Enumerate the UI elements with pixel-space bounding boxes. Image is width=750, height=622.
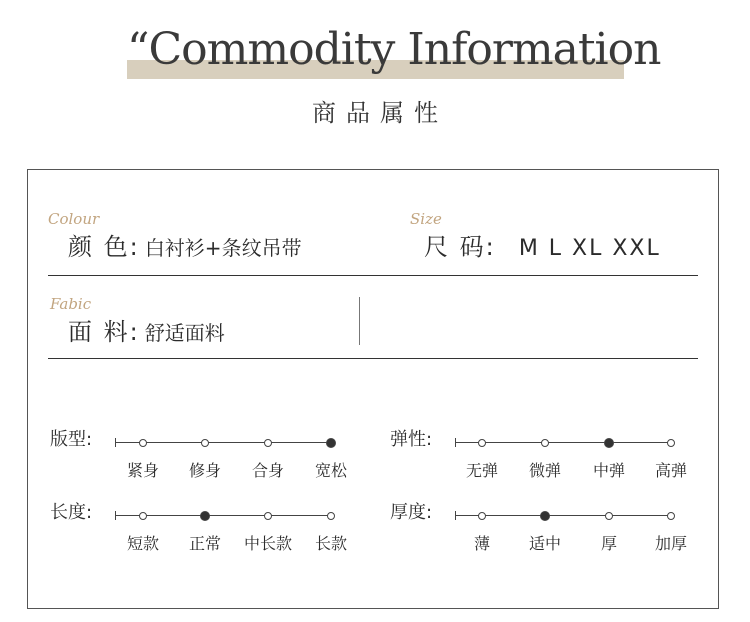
colour-script-label: Colour (48, 210, 100, 228)
elastic-scale-track (455, 442, 673, 443)
elastic-scale-option: 中弹 (592, 461, 625, 480)
fit-scale-option: 紧身 (126, 461, 159, 480)
length-scale-option: 短款 (126, 534, 159, 553)
fabric-script-label: Fabic (50, 295, 92, 313)
color-value: 白衬衫+条纹吊带 (144, 236, 302, 260)
elastic-scale-dot (478, 439, 486, 447)
length-scale-dot (139, 512, 147, 520)
size-label: 尺 码: (424, 233, 496, 261)
color-label: 颜 色: (68, 233, 140, 261)
elastic-scale-dot (667, 439, 675, 447)
thickness-scale-label: 厚度: (390, 502, 433, 523)
length-scale-dot (327, 512, 335, 520)
elastic-scale-option: 无弹 (465, 461, 498, 480)
page-title-chinese: 商品属性 (312, 99, 448, 127)
thickness-scale-option: 加厚 (654, 534, 687, 553)
elastic-scale-dot-selected (604, 438, 614, 448)
fit-scale-dot (264, 439, 272, 447)
length-scale-track (115, 515, 333, 516)
elastic-scale-label: 弹性: (390, 429, 433, 450)
page-title-english: “Commodity Information (127, 24, 661, 75)
thickness-scale-track (455, 515, 673, 516)
fit-scale-label: 版型: (50, 429, 93, 450)
thickness-scale-dot (478, 512, 486, 520)
thickness-scale-option: 厚 (600, 534, 617, 553)
fit-scale-dot-selected (326, 438, 336, 448)
length-scale-option: 正常 (188, 534, 221, 553)
elastic-scale-option: 高弹 (654, 461, 687, 480)
length-scale-option: 中长款 (243, 534, 292, 553)
fit-scale-dot (201, 439, 209, 447)
fabric-value: 舒适面料 (144, 321, 225, 345)
fit-scale-track (115, 442, 333, 443)
fit-scale-option: 修身 (188, 461, 221, 480)
length-scale-option: 长款 (314, 534, 347, 553)
thickness-scale-option: 薄 (473, 534, 490, 553)
elastic-scale-option: 微弹 (528, 461, 561, 480)
fit-scale-dot (139, 439, 147, 447)
fabric-row (68, 317, 225, 350)
size-row (424, 232, 661, 265)
length-scale-label: 长度: (50, 502, 93, 523)
elastic-scale-dot (541, 439, 549, 447)
thickness-scale-dot (667, 512, 675, 520)
color-row (68, 232, 302, 265)
thickness-scale-dot-selected (540, 511, 550, 521)
thickness-scale-dot (605, 512, 613, 520)
divider-1 (48, 275, 698, 276)
length-scale-dot (264, 512, 272, 520)
size-script-label: Size (410, 210, 442, 228)
size-value: M L XL XXL (518, 236, 661, 261)
fabric-separator (359, 297, 360, 345)
fit-scale-option: 合身 (251, 461, 284, 480)
thickness-scale-option: 适中 (528, 534, 561, 553)
fabric-label: 面 料: (68, 318, 140, 346)
length-scale-dot-selected (200, 511, 210, 521)
divider-2 (48, 358, 698, 359)
fit-scale-option: 宽松 (314, 461, 347, 480)
